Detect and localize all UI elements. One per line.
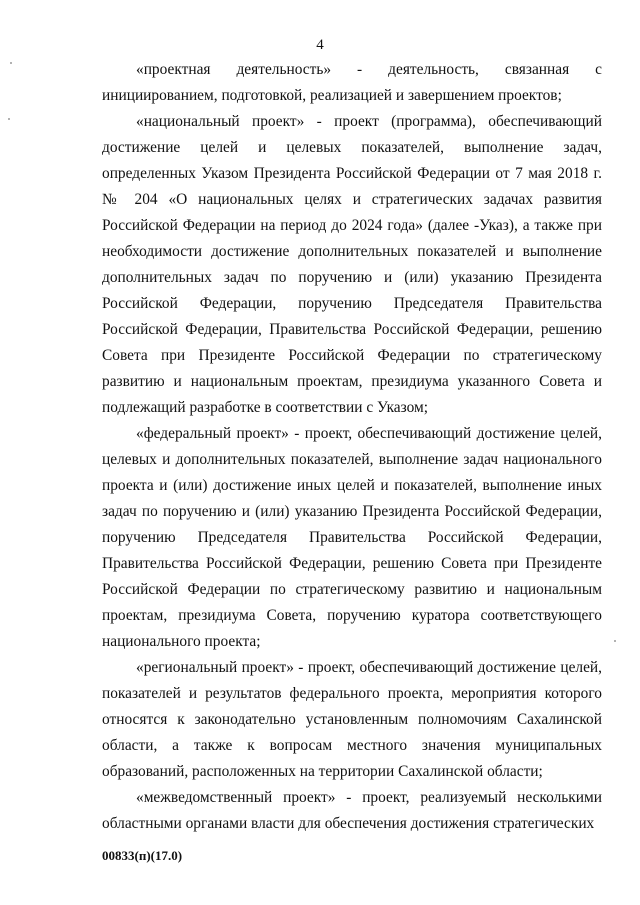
paragraph-regional-project: «региональный проект» - проект, обеспечивающий достижение целей, показателей и результатов федерального проекта, мероприятия которого относятся к законодательно установленным полномочиям Сахалинской области, а также к вопросам местного значения муниципальных образований, расположенных на территории Сахалинской области; <box>102 659 602 780</box>
scan-speck <box>8 118 10 120</box>
paragraph-interdepartmental-project: «межведомственный проект» - проект, реализуемый несколькими областными органами власти для обеспечения достижения стратегических <box>102 789 602 832</box>
paragraph-project-activity: «проектная деятельность» - деятельность, связанная с инициированием, подготовкой, реализацией и завершением проектов; <box>102 61 602 104</box>
document-body <box>102 57 602 837</box>
document-code: 00833(п)(17.0) <box>102 848 183 863</box>
scan-speck <box>614 640 616 642</box>
scan-speck <box>10 62 12 64</box>
paragraph-federal-project: «федеральный проект» - проект, обеспечивающий достижение целей, целевых и дополнительных показателей, выполнение задач национального проекта и (или) достижение иных целей и показателей, выполнение иных задач по поручению и (или) указанию Президента Российской Федерации, поручению Председателя Правительства Российской Федерации, Правительства Российской Федерации, решению Совета при Президенте Российской Федерации по стратегическому развитию и национальным проектам, президиума Совета, поручению куратора соответствующего национального проекта; <box>102 425 602 650</box>
page-number: 4 <box>316 37 324 53</box>
paragraph-national-project: «национальный проект» - проект (программа), обеспечивающий достижение целей и целевых показателей, выполнение задач, определенных Указом Президента Российской Федерации от 7 мая 2018 г. № 204 «О национальных целях и стратегических задачах развития Российской Федерации на период до 2024 года» (далее -Указ), а также при необходимости достижение дополнительных показателей и выполнение дополнительных задач по поручению и (или) указанию Президента Российской Федерации, поручению Председателя Правительства Российской Федерации, Правительства Российской Федерации, решению Совета при Президенте Российской Федерации по стратегическому развитию и национальным проектам, президиума указанного Совета и подлежащий разработке в соответствии с Указом; <box>102 113 602 416</box>
